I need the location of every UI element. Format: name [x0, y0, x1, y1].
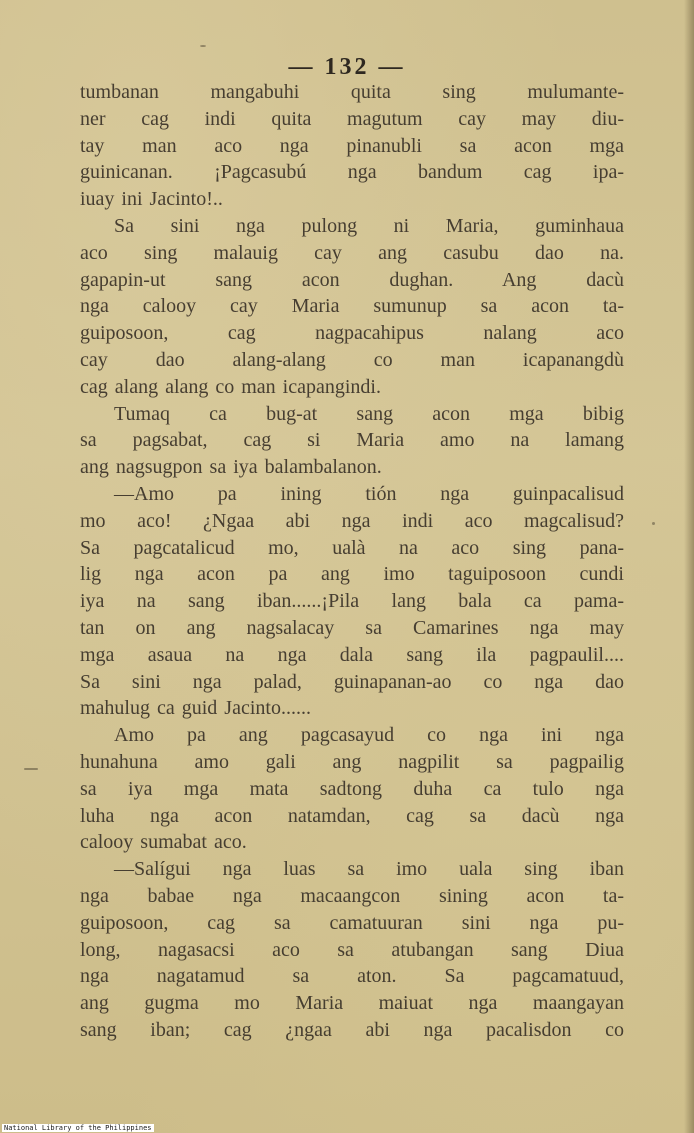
text-line: tan on ang nagsalacay sa Camarines nga may	[80, 616, 624, 639]
page-number: — 132 —	[288, 54, 406, 80]
text-line: hunahuna amo gali ang nagpilit sa pagpailig	[80, 750, 624, 773]
text-line: Sa sini nga palad, guinapanan-ao co nga dao	[80, 670, 624, 693]
text-line: Sa pagcatalicud mo, ualà na aco sing pana-	[80, 536, 624, 559]
text-line: nga nagatamud sa aton. Sa pagcamatuud,	[80, 965, 624, 988]
text-line: sang iban; cag ¿ngaa abi nga pacalisdon co	[80, 1018, 624, 1041]
text-line: luha nga acon natamdan, cag sa dacù nga	[80, 804, 624, 827]
text-line: mo aco! ¿Ngaa abi nga indi aco magcalisud?	[80, 509, 624, 532]
text-line: aco sing malauig cay ang casubu dao na.	[80, 241, 624, 264]
paper-speck	[200, 45, 206, 47]
text-line: guinicanan. ¡Pagcasubú nga bandum cag ipa-	[80, 161, 624, 184]
text-line: nga babae nga macaangcon sining acon ta-	[80, 884, 624, 907]
text-line: —Salígui nga luas sa imo uala sing iban	[114, 858, 624, 881]
text-line: guiposoon, cag nagpacahipus nalang aco	[80, 322, 624, 345]
paper-speck	[652, 522, 655, 525]
text-line: tumbanan mangabuhi quita sing mulumante-	[80, 81, 624, 103]
text-line: mga asaua na nga dala sang ila pagpaulil....	[80, 643, 624, 666]
text-line: iuay ini Jacinto!..	[80, 188, 223, 211]
text-line: Sa sini nga pulong ni Maria, guminhaua	[114, 214, 624, 237]
library-credit: National Library of the Philippines	[4, 1124, 152, 1132]
text-line: Tumaq ca bug-at sang acon mga bibig	[114, 402, 624, 425]
text-line: mahulug ca guid Jacinto......	[80, 697, 311, 720]
text-line: lig nga acon pa ang imo taguiposoon cundi	[80, 563, 624, 586]
text-line: cag alang alang co man icapangindi.	[80, 375, 381, 398]
text-line: Amo pa ang pagcasayud co nga ini nga	[114, 724, 624, 747]
text-line: —Amo pa ining tión nga guinpacalisud	[114, 482, 624, 505]
text-line: cay dao alang-alang co man icapanangdù	[80, 348, 624, 371]
page-edge-shadow	[684, 0, 694, 1133]
text-line: ner cag indi quita magutum cay may diu-	[80, 107, 624, 130]
text-line: ang nagsugpon sa iya balambalanon.	[80, 456, 382, 479]
text-line: iya na sang iban......¡Pila lang bala ca pama-	[80, 590, 624, 613]
text-line: ang gugma mo Maria maiuat nga maangayan	[80, 992, 624, 1015]
body-text	[80, 79, 624, 1044]
text-line: nga calooy cay Maria sumunup sa acon ta-	[80, 295, 624, 318]
text-line: calooy sumabat aco.	[80, 831, 247, 854]
text-line: tay man aco nga pinanubli sa acon mga	[80, 134, 624, 157]
text-line: long, nagasacsi aco sa atubangan sang Diua	[80, 938, 624, 961]
text-line: sa pagsabat, cag si Maria amo na lamang	[80, 429, 624, 452]
text-line: guiposoon, cag sa camatuuran sini nga pu-	[80, 911, 624, 934]
text-line: gapapin-ut sang acon dughan. Ang dacù	[80, 268, 624, 291]
paper-mark	[24, 768, 38, 770]
text-line: sa iya mga mata sadtong duha ca tulo nga	[80, 777, 624, 800]
